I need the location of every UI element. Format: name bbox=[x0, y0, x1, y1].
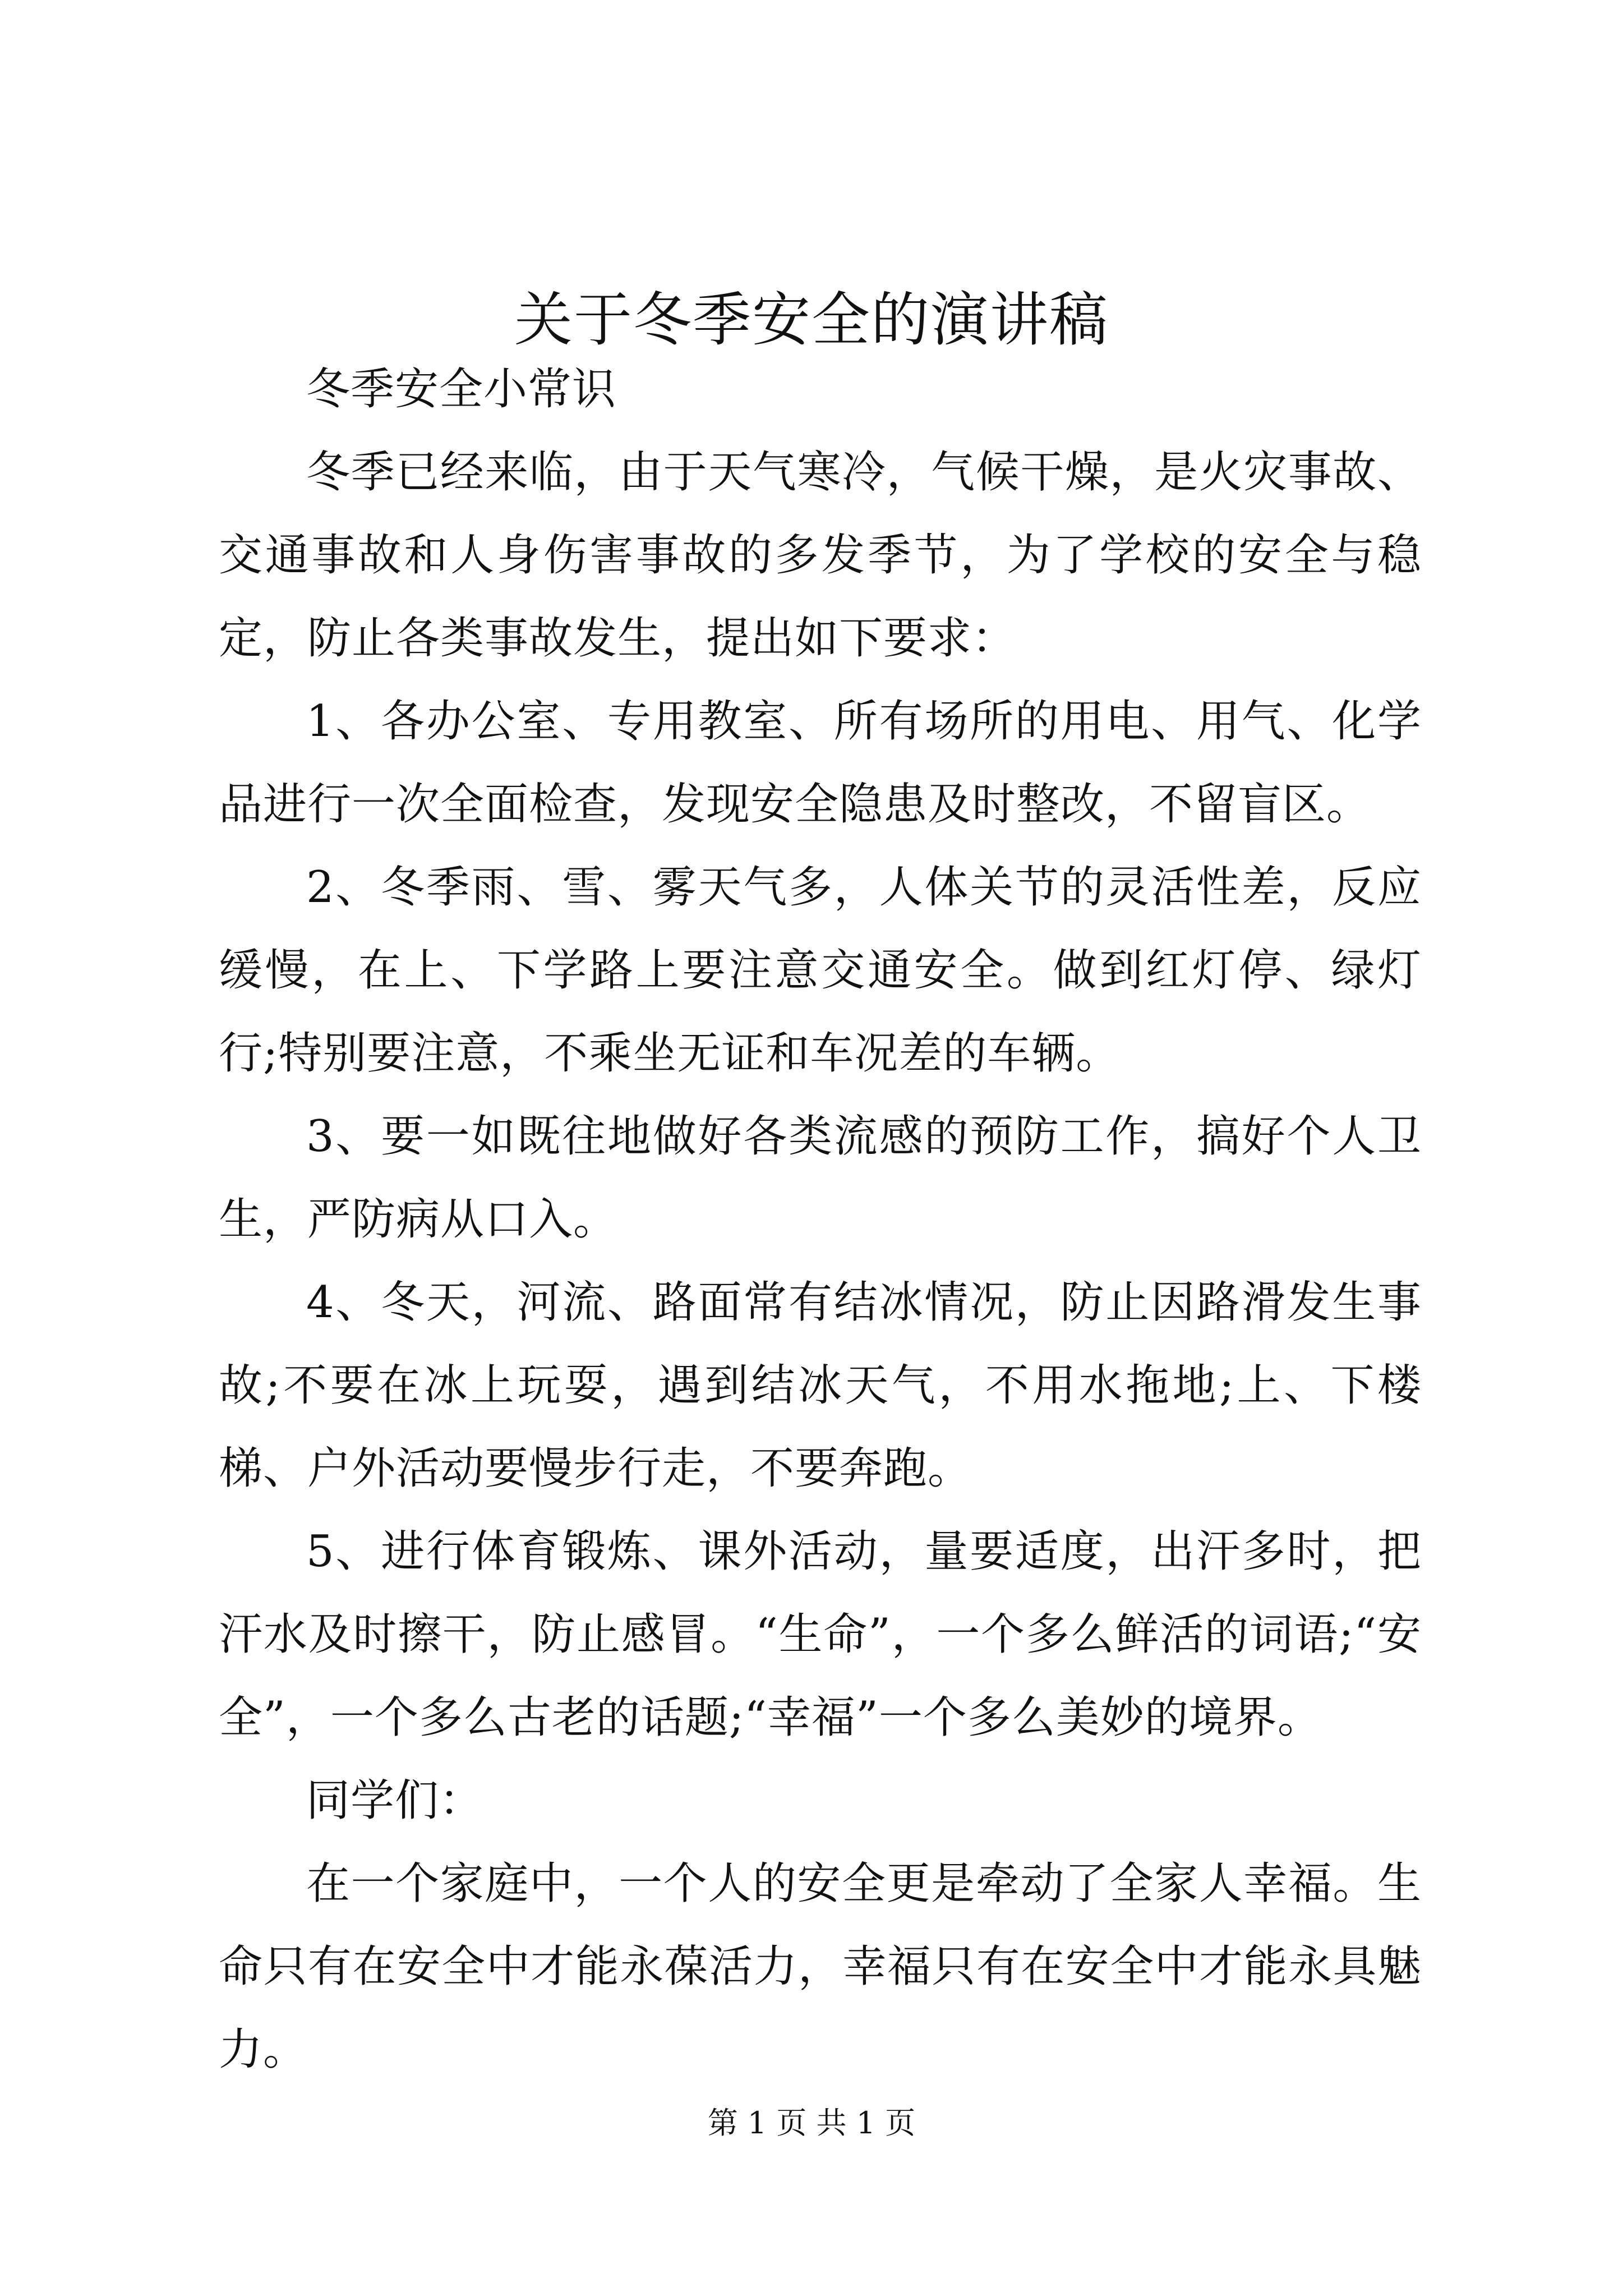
paragraph-heading: 冬季安全小常识 bbox=[306, 364, 617, 415]
paragraph-closing: 在一个家庭中，一个人的安全更是牵动了全家人幸福。生命只有在安全中才能永葆活力，幸福只有在安全中才能永具魅力。 bbox=[219, 1858, 1422, 2075]
document-body bbox=[219, 348, 1422, 2091]
paragraph-item-2: 2、冬季雨、雪、雾天气多，人体关节的灵活性差，反应缓慢，在上、下学路上要注意交通安全。做到红灯停、绿灯行;特别要注意，不乘坐无证和车况差的车辆。 bbox=[219, 862, 1422, 1079]
paragraph-intro: 冬季已经来临，由于天气寒冷，气候干燥，是火灾事故、交通事故和人身伤害事故的多发季节，为了学校的安全与稳定，防止各类事故发生，提出如下要求： bbox=[219, 447, 1422, 664]
paragraph-item-1: 1、各办公室、专用教室、所有场所的用电、用气、化学品进行一次全面检查，发现安全隐患及时整改，不留盲区。 bbox=[219, 696, 1422, 830]
paragraph-item-5: 5、进行体育锻炼、课外活动，量要适度，出汗多时，把汗水及时擦干，防止感冒。“生命”，一个多么鲜活的词语;“安全”，一个多么古老的话题;“幸福”一个多么美妙的境界。 bbox=[219, 1526, 1422, 1743]
paragraph-greeting: 同学们： bbox=[306, 1775, 484, 1826]
page-footer: 第 1 页 共 1 页 bbox=[707, 2105, 916, 2141]
document-title: 关于冬季安全的演讲稿 bbox=[514, 286, 1109, 354]
paragraph-item-4: 4、冬天，河流、路面常有结冰情况，防止因路滑发生事故;不要在冰上玩耍，遇到结冰天气，不用水拖地;上、下楼梯、户外活动要慢步行走，不要奔跑。 bbox=[219, 1277, 1422, 1494]
paragraph-item-3: 3、要一如既往地做好各类流感的预防工作，搞好个人卫生，严防病从口入。 bbox=[219, 1111, 1422, 1245]
